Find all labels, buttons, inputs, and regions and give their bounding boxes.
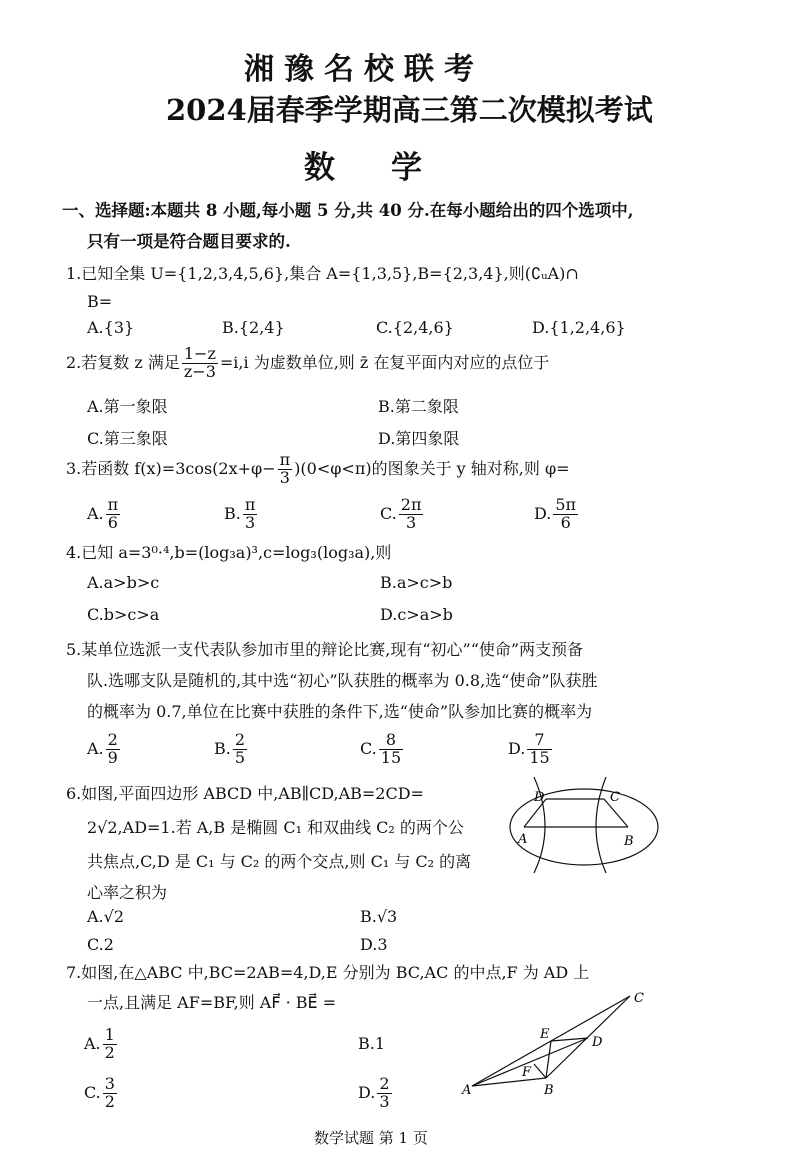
q7-segment-bf bbox=[534, 1064, 546, 1078]
q1-option-b: B.{2,4} bbox=[222, 318, 285, 337]
q7-option-a-frac bbox=[103, 1027, 117, 1062]
q3-option-d-label: D. bbox=[534, 503, 552, 523]
q5-option-b bbox=[214, 732, 249, 767]
q5-option-c-frac bbox=[379, 732, 403, 767]
q3-stem-suffix: )(0<φ<π)的图象关于 y 轴对称,则 φ= bbox=[294, 458, 570, 478]
q1-stem-line1: 1.已知全集 U={1,2,3,4,5,6},集合 A={1,3,5},B={2,3,4},则(∁ᵤA)∩ bbox=[66, 264, 579, 283]
q6-hyperbola-right bbox=[596, 777, 606, 873]
q3-option-c-label: C. bbox=[380, 503, 397, 523]
q4-option-c: C.b>c>a bbox=[87, 605, 160, 624]
q7-option-b-value: 1 bbox=[374, 1034, 386, 1053]
q3-stem-prefix: 3.若函数 f(x)=3cos(2x+φ− bbox=[66, 458, 276, 478]
q2-stem bbox=[66, 346, 549, 381]
q5-stem-line1: 5.某单位选派一支代表队参加市里的辩论比赛,现有“初心”“使命”两支预备 bbox=[66, 640, 584, 659]
q7-label-f: F bbox=[522, 1065, 532, 1080]
q7-option-a-num: 1 bbox=[104, 1025, 115, 1044]
q3-option-b-num: π bbox=[244, 495, 256, 514]
q5-option-c-num: 8 bbox=[379, 732, 403, 750]
q2-stem-prefix: 2.若复数 z 满足 bbox=[66, 352, 180, 372]
q5-option-d-label: D. bbox=[508, 738, 526, 758]
q3-option-a bbox=[87, 497, 122, 532]
q3-option-a-num: π bbox=[107, 495, 119, 514]
q3-frac-den: 3 bbox=[279, 467, 290, 487]
q1-option-a: A.{3} bbox=[87, 318, 135, 337]
q7-label-c: C bbox=[634, 991, 644, 1006]
q7-label-b: B bbox=[544, 1083, 554, 1098]
q2-frac-num: 1−z bbox=[183, 344, 216, 363]
q5-option-b-den: 5 bbox=[234, 747, 246, 767]
q3-option-a-label: A. bbox=[87, 503, 104, 523]
q6-stem-line2: 2√2,AD=1.若 A,B 是椭圆 C₁ 和双曲线 C₂ 的两个公 bbox=[87, 818, 464, 837]
q3-option-c bbox=[380, 497, 425, 532]
q2-option-d: D.第四象限 bbox=[378, 429, 460, 448]
q7-option-d-frac bbox=[377, 1076, 391, 1111]
q7-label-d: D bbox=[592, 1035, 603, 1050]
q6-stem-line3: 共焦点,C,D 是 C₁ 与 C₂ 的两个交点,则 C₁ 与 C₂ 的离 bbox=[87, 852, 472, 871]
q7-option-a-den: 2 bbox=[104, 1042, 115, 1062]
q7-option-c-den: 2 bbox=[104, 1091, 115, 1111]
q5-option-a-den: 9 bbox=[107, 747, 118, 767]
q5-option-a bbox=[87, 732, 122, 767]
q7-option-d-den: 3 bbox=[379, 1091, 390, 1111]
q2-option-b: B.第二象限 bbox=[378, 397, 459, 416]
q4-option-b: B.a>c>b bbox=[380, 573, 453, 592]
q6-option-b: B.√3 bbox=[360, 907, 398, 926]
q3-option-c-num: 2π bbox=[400, 495, 422, 514]
q3-option-c-den: 3 bbox=[406, 512, 417, 532]
q2-option-a: A.第一象限 bbox=[87, 397, 168, 416]
q3-option-d-frac bbox=[553, 497, 578, 532]
q5-option-c bbox=[360, 732, 405, 767]
q7-option-a-label: A. bbox=[84, 1033, 101, 1053]
q5-option-a-label: A. bbox=[87, 738, 104, 758]
q7-label-a: A bbox=[462, 1083, 472, 1098]
q5-option-b-frac bbox=[233, 732, 247, 767]
q1-stem-line2: B= bbox=[87, 292, 113, 311]
q3-option-a-den: 6 bbox=[107, 512, 118, 532]
q5-option-c-den: 15 bbox=[380, 747, 402, 767]
subject-title: 数学 bbox=[304, 150, 478, 186]
q5-option-a-frac bbox=[106, 732, 120, 767]
q5-option-d-num: 7 bbox=[527, 732, 551, 750]
q7-stem-line2: 一点,且满足 AF=BF,则 AF⃗ · BE⃗ = bbox=[87, 993, 337, 1012]
q5-option-a-num: 2 bbox=[107, 730, 118, 749]
q6-option-c: C.2 bbox=[87, 935, 114, 954]
q5-option-b-label: B. bbox=[214, 738, 231, 758]
q6-label-a: A bbox=[518, 832, 528, 847]
q5-option-d-den: 15 bbox=[529, 747, 550, 767]
q3-option-b-label: B. bbox=[224, 503, 241, 523]
q7-label-e: E bbox=[540, 1027, 550, 1042]
q3-fraction bbox=[278, 452, 293, 487]
q7-option-d-label: D. bbox=[358, 1082, 376, 1102]
q2-frac-den: z−3 bbox=[183, 361, 216, 381]
q5-option-d-frac bbox=[527, 732, 551, 767]
q7-option-c bbox=[84, 1076, 119, 1111]
q5-option-c-label: C. bbox=[360, 738, 377, 758]
q7-option-d bbox=[358, 1076, 394, 1111]
q7-triangle-figure bbox=[458, 986, 658, 1098]
q3-option-d-den: 6 bbox=[560, 512, 571, 532]
q3-frac-num: π bbox=[279, 450, 291, 469]
q5-option-b-num: 2 bbox=[234, 730, 246, 749]
q3-option-d bbox=[534, 497, 580, 532]
q3-option-c-frac bbox=[399, 497, 424, 532]
q3-option-a-frac bbox=[106, 497, 121, 532]
q5-stem-line3: 的概率为 0.7,单位在比赛中获胜的条件下,选“使命”队参加比赛的概率为 bbox=[87, 702, 593, 721]
section-heading-line1: 一、选择题:本题共 8 小题,每小题 5 分,共 40 分.在每小题给出的四个选项中, bbox=[62, 201, 634, 220]
q7-option-a bbox=[84, 1027, 119, 1062]
q6-label-d: D bbox=[534, 790, 545, 805]
exam-series-title: 湘豫名校联考 bbox=[244, 52, 484, 87]
q7-option-d-num: 2 bbox=[379, 1074, 390, 1093]
q5-stem-line2: 队.选哪支队是随机的,其中选“初心”队获胜的概率为 0.8,选“使命”队获胜 bbox=[87, 671, 598, 690]
q1-option-c: C.{2,4,6} bbox=[376, 318, 454, 337]
q6-option-d: D.3 bbox=[360, 935, 388, 954]
section-heading-line2: 只有一项是符合题目要求的. bbox=[87, 232, 291, 251]
q2-stem-suffix: =i,i 为虚数单位,则 z̄ 在复平面内对应的点位于 bbox=[219, 352, 550, 372]
q3-option-d-num: 5π bbox=[555, 495, 577, 514]
q7-option-b bbox=[358, 1034, 385, 1053]
q7-stem-line1: 7.如图,在△ABC 中,BC=2AB=4,D,E 分别为 BC,AC 的中点,F 为 AD 上 bbox=[66, 963, 590, 982]
q7-option-b-label: B. bbox=[358, 1034, 375, 1053]
q3-option-b-frac bbox=[243, 497, 258, 532]
page-footer: 数学试题 第 1 页 bbox=[314, 1129, 428, 1147]
q7-option-c-frac bbox=[103, 1076, 117, 1111]
q3-option-b bbox=[224, 497, 259, 532]
q4-option-a: A.a>b>c bbox=[87, 573, 160, 592]
q1-option-d: D.{1,2,4,6} bbox=[532, 318, 626, 337]
q2-fraction bbox=[182, 346, 218, 381]
q6-label-b: B bbox=[624, 834, 634, 849]
q4-option-d: D.c>a>b bbox=[380, 605, 453, 624]
q5-option-d bbox=[508, 732, 554, 767]
q2-option-c: C.第三象限 bbox=[87, 429, 168, 448]
q7-option-c-label: C. bbox=[84, 1082, 101, 1102]
q6-ellipse-hyperbola-figure bbox=[504, 775, 664, 875]
q7-segment-be bbox=[546, 1041, 551, 1078]
q4-stem: 4.已知 a=3⁰·⁴,b=(log₃a)³,c=log₃(log₃a),则 bbox=[66, 543, 392, 562]
exam-title: 2024届春季学期高三第二次模拟考试 bbox=[166, 93, 653, 127]
q3-stem bbox=[66, 452, 570, 487]
q6-option-a: A.√2 bbox=[87, 907, 125, 926]
q6-stem-line4: 心率之积为 bbox=[87, 883, 168, 902]
q3-option-b-den: 3 bbox=[245, 512, 256, 532]
q7-option-c-num: 3 bbox=[104, 1074, 115, 1093]
q6-label-c: C bbox=[610, 790, 620, 805]
q6-stem-line1: 6.如图,平面四边形 ABCD 中,AB∥CD,AB=2CD= bbox=[66, 784, 424, 803]
